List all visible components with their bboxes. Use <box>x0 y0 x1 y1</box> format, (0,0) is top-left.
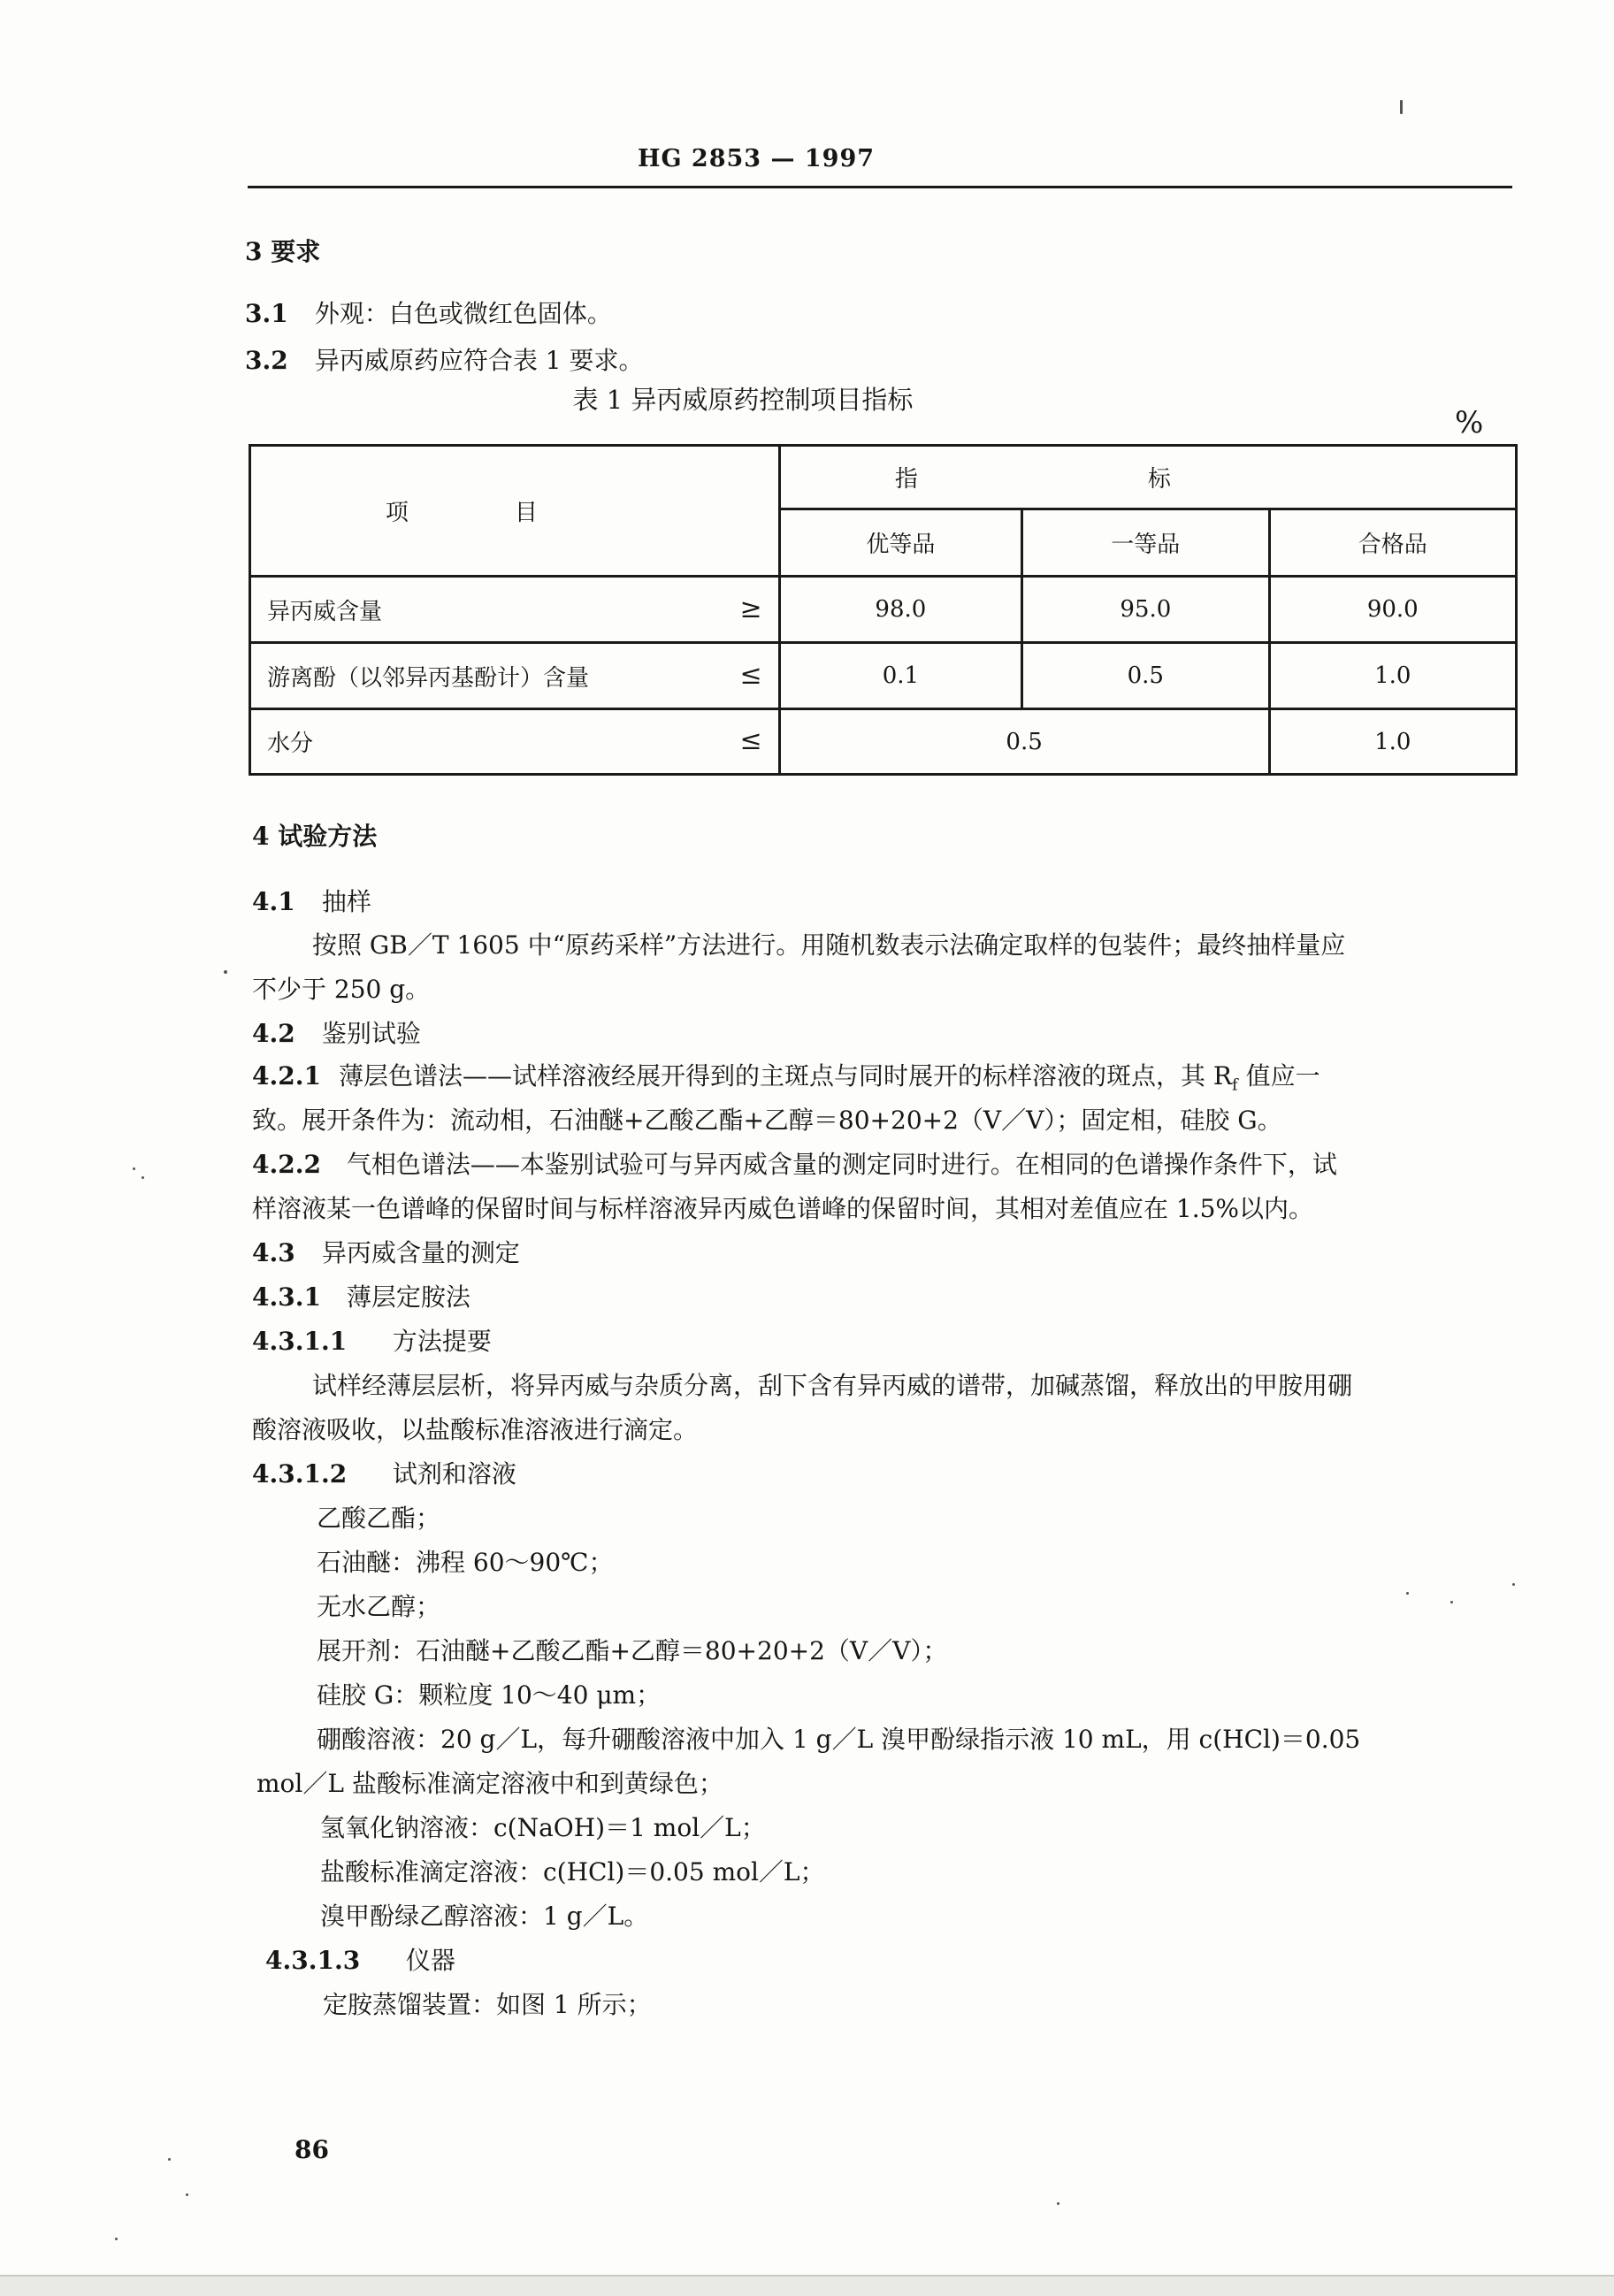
clause-number: 4.3.1 <box>252 1282 321 1312</box>
clause-text: 气相色谱法——本鉴别试验可与异丙威含量的测定同时进行。在相同的色谱操作条件下，试 <box>346 1150 1337 1179</box>
row-item <box>250 643 780 709</box>
paragraph-line: 试样经薄层层析，将异丙威与杂质分离，刮下含有异丙威的谱带，加碱蒸馏，释放出的甲胺用硼 <box>312 1371 1353 1400</box>
table-cell: 98.0 <box>779 577 1021 643</box>
row-symbol: ≤ <box>739 659 762 691</box>
row-label: 水分 <box>267 731 314 757</box>
page-number: 86 <box>294 2135 329 2164</box>
row-label: 异丙威含量 <box>267 598 383 625</box>
row-symbol: ≤ <box>739 725 762 756</box>
reagent-item: 乙酸乙酯； <box>317 1504 441 1533</box>
clause-4-2-2 <box>252 1147 1337 1182</box>
spec-table <box>249 444 1518 776</box>
scan-speck <box>1400 100 1403 114</box>
scan-speck <box>1406 1592 1409 1595</box>
clause-4-3 <box>252 1236 520 1271</box>
clause-4-2 <box>252 1016 421 1052</box>
clause-title: 仪器 <box>405 1946 455 1975</box>
clause-text: 外观：白色或微红色固体。 <box>314 299 612 328</box>
table-cell: 1.0 <box>1269 709 1516 775</box>
clause-text: 异丙威原药应符合表 1 要求。 <box>314 346 644 375</box>
clause-number: 4.2.1 <box>252 1061 321 1091</box>
table-row <box>250 643 1517 709</box>
subscript: f <box>1232 1075 1238 1095</box>
clause-4-2-1 <box>252 1059 1320 1104</box>
clause-number: 3.1 <box>245 299 288 328</box>
clause-title: 异丙威含量的测定 <box>321 1238 520 1267</box>
clause-number: 4.3.1.1 <box>252 1327 348 1356</box>
reagent-item: 盐酸标准滴定溶液：c(HCl)＝0.05 mol／L； <box>320 1857 825 1887</box>
reagent-item: 展开剂：石油醚+乙酸乙酯+乙醇＝80+20+2（V／V）； <box>317 1636 948 1665</box>
row-symbol: ≥ <box>739 593 762 624</box>
reagent-item: 硅胶 G：颗粒度 10～40 μm； <box>317 1680 662 1710</box>
paragraph-line: 酸溶液吸收，以盐酸标准溶液进行滴定。 <box>252 1415 699 1444</box>
clause-number: 4.2 <box>252 1019 295 1048</box>
reagent-item: 无水乙醇； <box>317 1592 441 1621</box>
header-rule <box>248 186 1512 188</box>
table-cell: 0.5 <box>1022 643 1269 709</box>
clause-3-1 <box>245 296 612 332</box>
scan-speck <box>115 2238 118 2240</box>
scan-speck <box>133 1167 135 1170</box>
scan-speck <box>186 2193 188 2196</box>
grade-header: 合格品 <box>1269 509 1516 577</box>
scan-speck <box>168 2158 171 2161</box>
clause-4-3-1-3 <box>265 1943 455 1978</box>
paragraph-line: 样溶液某一色谱峰的保留时间与标样溶液异丙威色谱峰的保留时间，其相对差值应在 1.5%以内。 <box>252 1194 1314 1223</box>
reagent-item: 硼酸溶液：20 g／L，每升硼酸溶液中加入 1 g／L 溴甲酚绿指示液 10 mL，用 c(HCl)＝0.05 <box>317 1725 1361 1754</box>
scan-speck <box>1057 2202 1059 2205</box>
table-cell: 95.0 <box>1022 577 1269 643</box>
table-cell: 0.1 <box>779 643 1021 709</box>
row-item <box>250 709 780 775</box>
item-header-cell <box>250 446 780 577</box>
table-row <box>250 709 1517 775</box>
row-item <box>250 577 780 643</box>
reagent-item-continued: mol／L 盐酸标准滴定溶液中和到黄绿色； <box>256 1769 723 1798</box>
grade-header: 优等品 <box>779 509 1021 577</box>
scan-speck <box>224 970 227 974</box>
reagent-item: 氢氧化钠溶液：c(NaOH)＝1 mol／L； <box>320 1813 766 1842</box>
clause-title: 试剂和溶液 <box>392 1459 516 1489</box>
clause-text: 薄层色谱法——试样溶液经展开得到的主斑点与同时展开的标样溶液的斑点，其 R <box>339 1061 1232 1091</box>
table-unit: % <box>1455 405 1484 440</box>
table-cell: 1.0 <box>1269 643 1516 709</box>
clause-4-3-1 <box>252 1280 470 1315</box>
paragraph-line: 不少于 250 g。 <box>252 975 431 1004</box>
clause-title: 抽样 <box>321 887 371 916</box>
clause-3-2 <box>245 343 644 379</box>
table-caption: 表 1 异丙威原药控制项目指标 <box>572 385 914 415</box>
section-4-title: 4 试验方法 <box>252 822 378 851</box>
clause-number: 4.2.2 <box>252 1150 321 1179</box>
section-3-title: 3 要求 <box>245 237 321 266</box>
item-header: 项目 <box>385 500 644 526</box>
grade-header: 一等品 <box>1022 509 1269 577</box>
table-row <box>250 577 1517 643</box>
standard-header: HG 2853 — 1997 <box>637 145 876 172</box>
scan-speck <box>1450 1601 1453 1603</box>
reagent-item: 溴甲酚绿乙醇溶液：1 g／L。 <box>320 1902 649 1931</box>
clause-title: 鉴别试验 <box>321 1019 421 1048</box>
clause-number: 4.1 <box>252 887 295 916</box>
clause-text-end: 值应一 <box>1237 1061 1320 1091</box>
scan-speck <box>1512 1583 1515 1586</box>
paragraph-line: 致。展开条件为：流动相，石油醚+乙酸乙酯+乙醇＝80+20+2（V／V）；固定相，硅胶 G。 <box>252 1106 1282 1135</box>
table-cell-merged: 0.5 <box>779 709 1269 775</box>
clause-number: 3.2 <box>245 346 288 375</box>
paragraph-line: 定胺蒸馏装置：如图 1 所示； <box>323 1990 652 2019</box>
clause-title: 方法提要 <box>392 1327 492 1356</box>
scan-speck <box>142 1176 144 1179</box>
clause-title: 薄层定胺法 <box>346 1282 470 1312</box>
scan-edge <box>0 2275 1614 2296</box>
index-header: 指标 <box>894 466 1401 493</box>
row-label: 游离酚（以邻异丙基酚计）含量 <box>267 664 590 692</box>
clause-number: 4.3.1.2 <box>252 1459 348 1489</box>
clause-4-3-1-1 <box>252 1324 492 1359</box>
clause-number: 4.3 <box>252 1238 295 1267</box>
table-cell: 90.0 <box>1269 577 1516 643</box>
clause-number: 4.3.1.3 <box>265 1946 361 1975</box>
index-header-cell <box>779 446 1516 509</box>
clause-4-3-1-2 <box>252 1457 516 1492</box>
paragraph-line: 按照 GB／T 1605 中“原药采样”方法进行。用随机数表示法确定取样的包装件；最终抽样量应 <box>312 930 1346 960</box>
reagent-item: 石油醚：沸程 60～90℃； <box>317 1548 614 1577</box>
clause-4-1 <box>252 884 371 920</box>
